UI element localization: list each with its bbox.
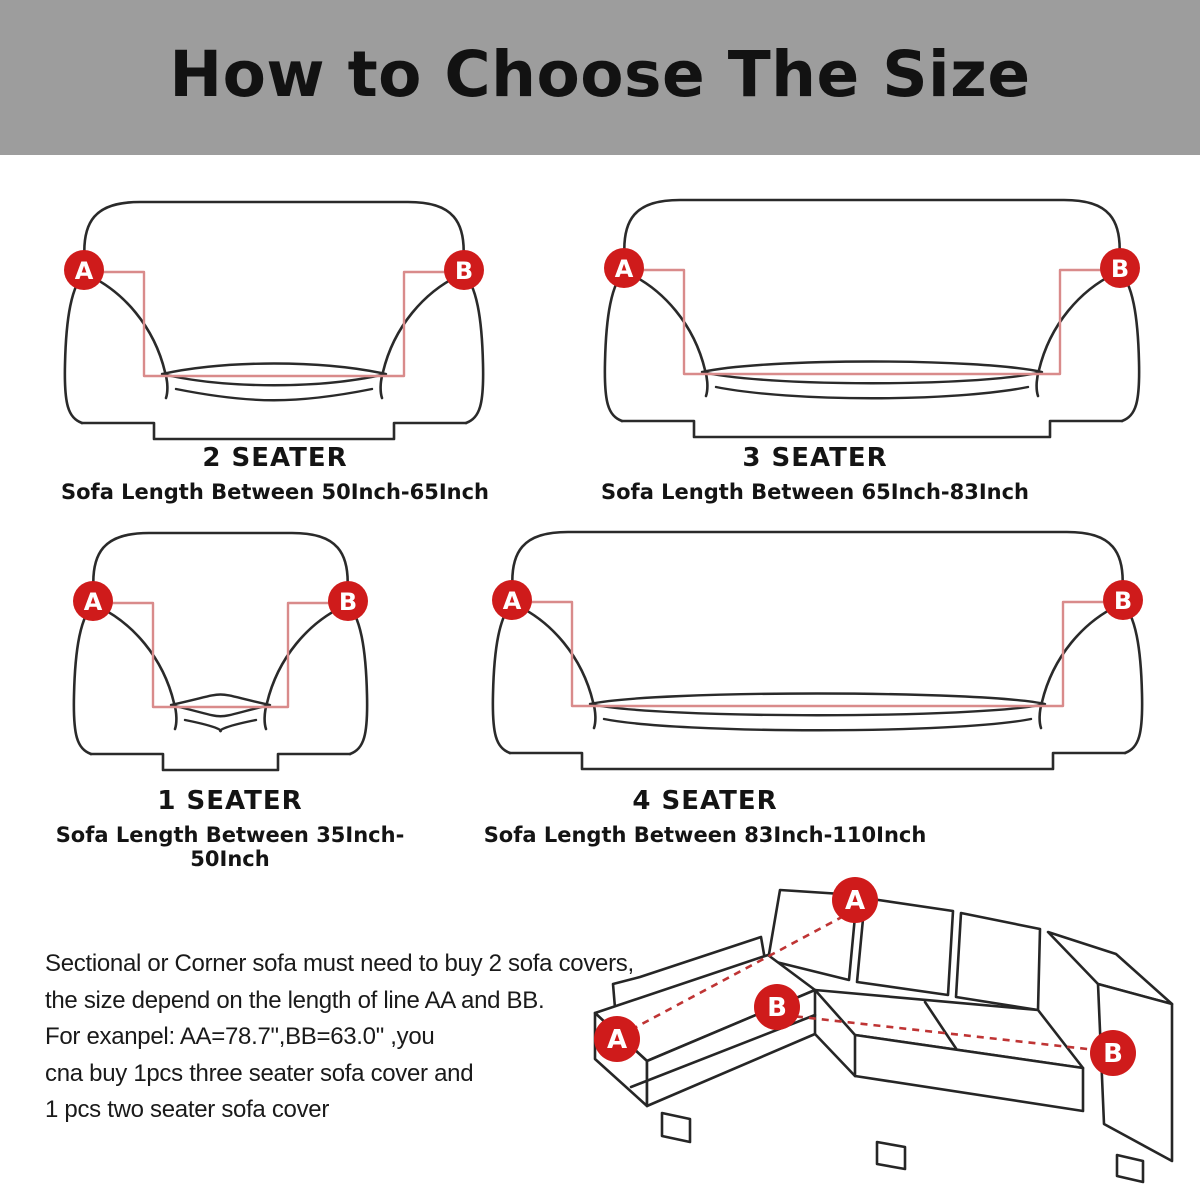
badge-a-icon xyxy=(73,581,113,621)
size-label: 2 SEATER xyxy=(202,443,348,473)
svg-text:B: B xyxy=(1110,255,1130,283)
page-title: How to Choose The Size xyxy=(169,38,1031,111)
caption-3-seater xyxy=(570,443,1060,504)
size-label: 4 SEATER xyxy=(632,786,778,816)
svg-text:A: A xyxy=(614,255,634,283)
size-range: Sofa Length Between 65Inch-83Inch xyxy=(601,480,1029,504)
note-line: cna buy 1pcs three seater sofa cover and xyxy=(45,1059,474,1087)
sectional-sofa-drawing xyxy=(525,855,1195,1200)
back-cushion xyxy=(956,913,1040,1010)
badge-b-icon xyxy=(444,250,484,290)
sofa-leg xyxy=(662,1113,690,1142)
svg-text:B: B xyxy=(338,588,358,616)
svg-text:B: B xyxy=(1113,587,1133,615)
badge-b-icon xyxy=(328,581,368,621)
size-label: 1 SEATER xyxy=(157,786,303,816)
note-line: For exanpel: AA=78.7",BB=63.0" ,you xyxy=(45,1023,435,1050)
size-range: Sofa Length Between 35Inch-50Inch xyxy=(55,823,405,871)
caption-1-seater xyxy=(20,786,440,871)
size-range: Sofa Length Between 83Inch-110Inch xyxy=(483,823,927,847)
base-connector xyxy=(815,1034,855,1076)
badge-b-icon xyxy=(1103,580,1143,620)
note-line: 1 pcs two seater sofa cover xyxy=(45,1096,330,1123)
caption-2-seater xyxy=(40,443,510,504)
badge-b-icon xyxy=(1100,248,1140,288)
svg-text:B: B xyxy=(454,257,474,285)
sofa-drawing-1-seater xyxy=(35,503,406,787)
caption-4-seater xyxy=(470,786,940,847)
header-banner xyxy=(0,0,1200,155)
svg-text:B: B xyxy=(1103,1039,1123,1069)
badge-a-icon xyxy=(492,580,532,620)
sofa-drawing-4-seater xyxy=(454,502,1181,786)
badge-b-icon xyxy=(1090,1030,1136,1076)
size-range: Sofa Length Between 50Inch-65Inch xyxy=(61,480,489,504)
size-label: 3 SEATER xyxy=(742,443,888,473)
badge-a-icon xyxy=(594,1016,640,1062)
svg-text:A: A xyxy=(502,587,522,615)
note-line: the size depend on the length of line AA and BB. xyxy=(45,986,545,1014)
svg-text:A: A xyxy=(606,1025,628,1055)
badge-a-icon xyxy=(604,248,644,288)
svg-text:A: A xyxy=(83,588,103,616)
svg-text:A: A xyxy=(844,886,866,916)
badge-a-icon xyxy=(64,250,104,290)
sofa-leg xyxy=(1117,1155,1143,1182)
badge-a-icon xyxy=(832,877,878,923)
badge-b-icon xyxy=(754,984,800,1030)
svg-text:A: A xyxy=(74,257,94,285)
sofa-leg xyxy=(877,1142,905,1169)
sofa-drawing-2-seater xyxy=(26,172,522,456)
note-line: Sectional or Corner sofa must need to buy 2 sofa covers, xyxy=(45,950,634,977)
svg-text:B: B xyxy=(767,993,787,1023)
sofa-drawing-3-seater xyxy=(566,170,1178,454)
